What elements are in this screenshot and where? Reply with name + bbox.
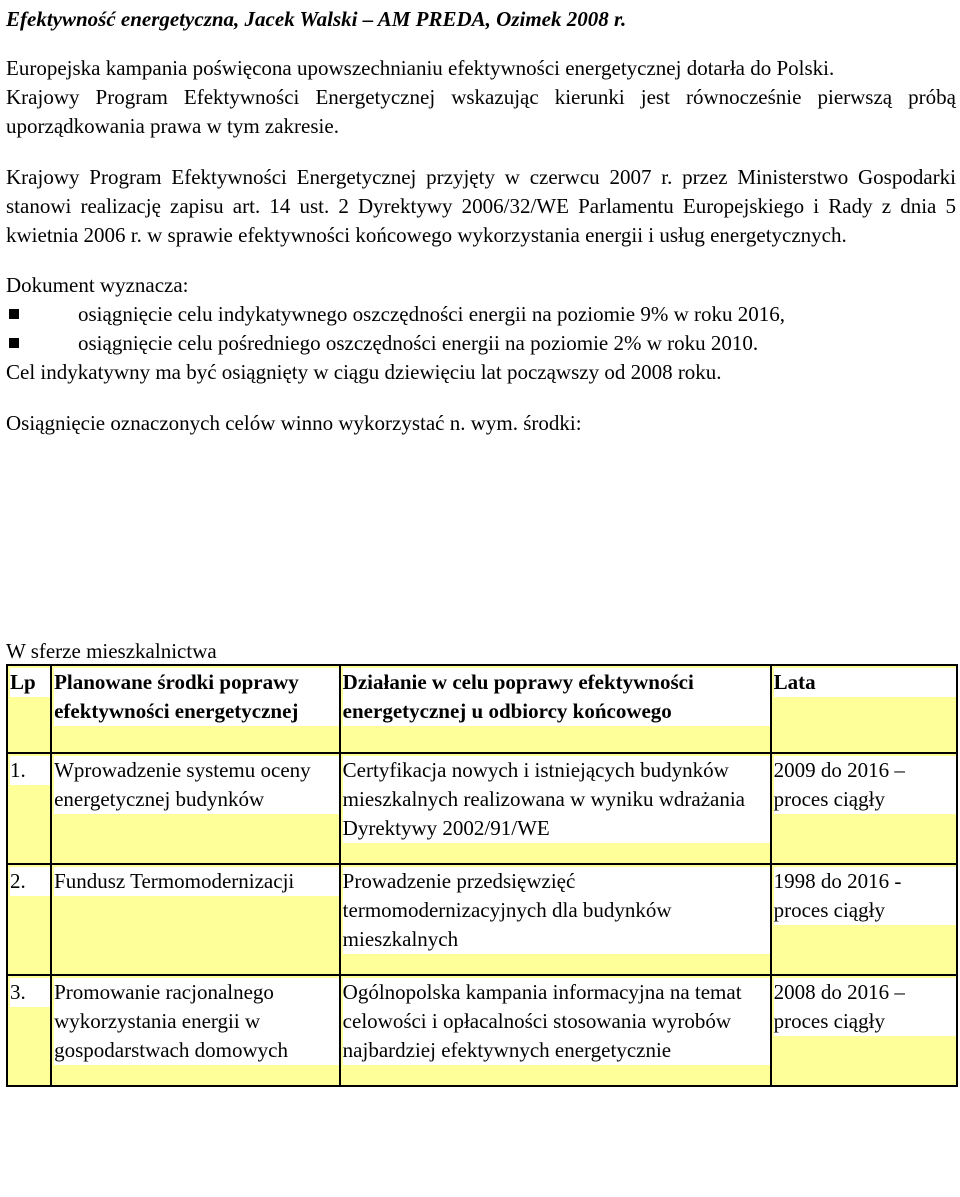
cell-lp: 2. [7,864,51,975]
cell-srodki: Fundusz Termomodernizacji [51,864,340,975]
cell-dzialanie: Certyfikacja nowych i istniejących budynków mieszkalnych realizowana w wyniku wdrażania Dyrektywy 2002/91/WE [340,753,771,864]
document-body [6,0,956,438]
targets-list [6,300,956,358]
header-lata: Lata [771,665,957,753]
list-item-text: osiągnięcie celu indykatywnego oszczędności energii na poziomie 9% w roku 2016, [78,302,785,326]
cell-srodki: Promowanie racjonalnego wykorzystania energii w gospodarstwach domowych [51,975,340,1086]
document-lead: Dokument wyznacza: [6,273,189,297]
cell-lata: 2008 do 2016 – proces ciągły [771,975,957,1086]
header-srodki: Planowane środki poprawy efektywności energetycznej [51,665,340,753]
program-intro-paragraph: Krajowy Program Efektywności Energetycznej wskazując kierunki jest równocześnie pierwszą próbą uporządkowania prawa w tym zakresie. [6,85,956,138]
measures-table [6,664,958,1087]
table-row [7,753,957,864]
cell-dzialanie: Ogólnopolska kampania informacyjna na temat celowości i opłacalności stosowania wyrobów najbardziej efektywnych energetycznie [340,975,771,1086]
header-dzialanie: Działanie w celu poprawy efektywności energetycznej u odbiorcy końcowego [340,665,771,753]
square-bullet-icon [9,338,19,348]
square-bullet-icon [9,309,19,319]
cell-srodki: Wprowadzenie systemu oceny energetycznej budynków [51,753,340,864]
table-row [7,864,957,975]
cell-lata: 1998 do 2016 - proces ciągły [771,864,957,975]
target-note: Cel indykatywny ma być osiągnięty w ciągu dziewięciu lat począwszy od 2008 roku. [6,360,722,384]
means-intro: Osiągnięcie oznaczonych celów winno wykorzystać n. wym. środki: [6,411,582,435]
list-item [6,300,956,329]
program-details-paragraph: Krajowy Program Efektywności Energetycznej przyjęty w czerwcu 2007 r. przez Ministerstwo Gospodarki stanowi realizację zapisu art. 14 ust. 2 Dyrektywy 2006/32/WE Parlamentu Europejskiego i Rady z dnia 5 kwietnia 2006 r. w sprawie efektywności końcowego wykorzystania energii i usług energetycznych. [6,165,956,247]
document-title: Efektywność energetyczna, Jacek Walski – AM PREDA, Ozimek 2008 r. [6,7,627,31]
section-label: W sferze mieszkalnictwa [6,639,217,663]
table-header-row [7,665,957,753]
cell-lp: 1. [7,753,51,864]
intro-paragraph: Europejska kampania poświęcona upowszechnianiu efektywności energetycznej dotarła do Polski. [6,56,835,80]
list-item-text: osiągnięcie celu pośredniego oszczędności energii na poziomie 2% w roku 2010. [78,331,759,355]
cell-lp: 3. [7,975,51,1086]
header-lp: Lp [7,665,51,753]
table-row [7,975,957,1086]
cell-lata: 2009 do 2016 – proces ciągły [771,753,957,864]
list-item [6,329,956,358]
cell-dzialanie: Prowadzenie przedsięwzięć termomodernizacyjnych dla budynków mieszkalnych [340,864,771,975]
